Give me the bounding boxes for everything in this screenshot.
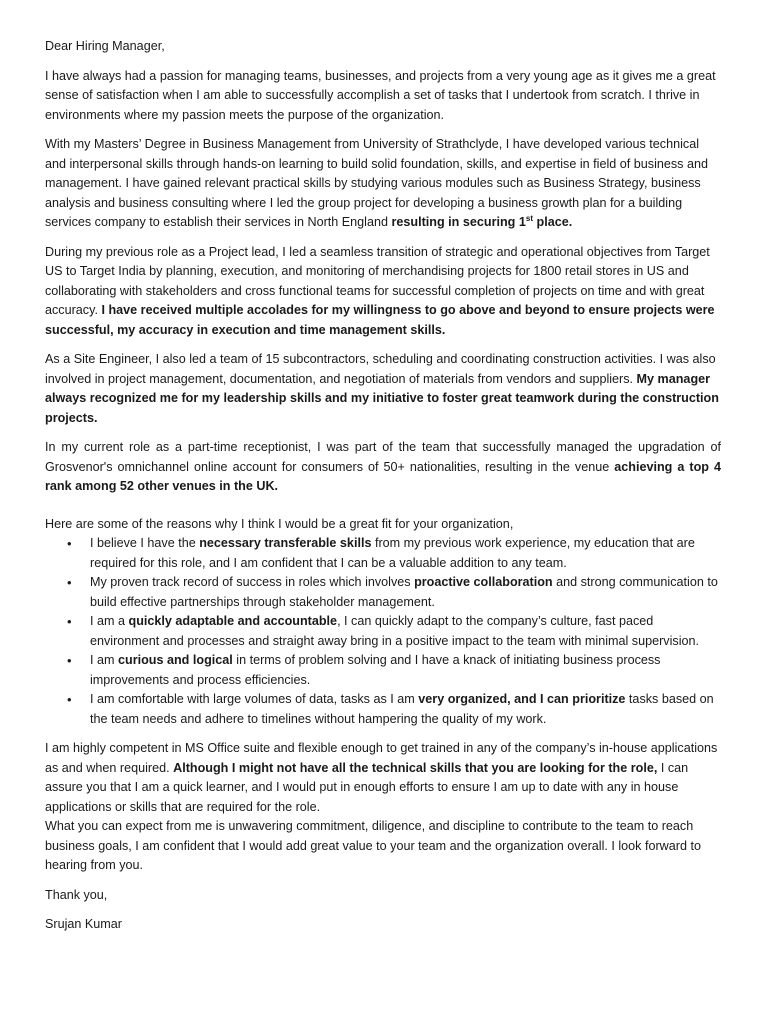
reasons-intro: Here are some of the reasons why I think I would be a great fit for your organization, (45, 516, 514, 531)
bullet-icon: • (67, 575, 72, 590)
letter-body (45, 37, 721, 935)
reason-bold: curious and logical (118, 653, 233, 667)
paragraph-ms-office-bold: Although I might not have all the technical skills that you are looking for the role, (173, 760, 658, 775)
reason-pre: I am comfortable with large volumes of data, tasks as I am (90, 692, 419, 706)
reason-bold: proactive collaboration (414, 575, 553, 589)
reason-bold: very organized, and I can prioritize (418, 692, 626, 706)
paragraph-project-lead (45, 243, 721, 341)
paragraph-ms-office (45, 739, 721, 817)
reason-post: , I can quickly adapt to the company’s culture, fast paced environment and processes and straight away bring in a positive impact to the team with minimal supervision. (90, 614, 699, 648)
reason-bold: quickly adaptable and accountable (128, 614, 338, 628)
bullet-icon: • (67, 614, 72, 629)
paragraph-commitment: What you can expect from me is unwavering commitment, diligence, and discipline to contribute to the team to reach business goals, I am confident that I would add great value to your team and the organization overall. I look forward to hearing from you. (45, 819, 701, 872)
paragraph-passion: I have always had a passion for managing teams, businesses, and projects from a very young age as it gives me a great sense of satisfaction when I am able to successfully accomplish a set of tasks that I undertook from scratch. I thrive in environments where my passion meets the purpose of the organization. (45, 68, 716, 122)
ordinal-suffix: st (525, 214, 533, 223)
reason-pre: I believe I have the (90, 536, 200, 550)
signature: Srujan Kumar (45, 917, 122, 931)
list-item (45, 573, 721, 612)
reason-post: and strong communication to build effective partnerships through stakeholder management. (90, 575, 718, 609)
paragraph-ms-office-text: I am highly competent in MS Office suite and flexible enough to get trained in any of the company’s in-house applications as and when required. (45, 741, 718, 775)
paragraph-site-engineer-bold: My manager always recognized me for my leadership skills and my initiative to foster great teamwork during the construction projects. (45, 371, 719, 425)
reason-pre: My proven track record of success in roles which involves (90, 575, 415, 589)
bullet-icon: • (67, 692, 72, 707)
reasons-list (45, 534, 721, 729)
salutation: Dear Hiring Manager, (45, 39, 165, 53)
paragraph-education-text: With my Masters’ Degree in Business Management from University of Strathclyde, I have developed various technical and interpersonal skills through hands-on learning to build solid foundation, skills, and expertise in field of business and management. I have gained relevant practical skills by studying various modules such as Business Strategy, business analysis and business consulting where I led the group project for developing a business growth plan for a building services company to establish their services in North England (45, 137, 708, 229)
bullet-icon: • (67, 536, 72, 551)
reason-pre: I am (90, 653, 118, 667)
paragraph-education-bold: resulting in securing 1 (391, 215, 526, 229)
closing: Thank you, (45, 887, 108, 902)
reason-post: in terms of problem solving and I have a knack of initiating business process improvements and process efficiencies. (90, 653, 661, 687)
paragraph-site-engineer (45, 350, 721, 428)
paragraph-receptionist (45, 438, 721, 497)
bullet-icon: • (67, 653, 72, 668)
paragraph-receptionist-bold: achieving a top 4 rank among 52 other venues in the UK. (45, 459, 721, 493)
reason-pre: I am a (90, 614, 129, 628)
reason-post: tasks based on the team needs and adhere to timelines without hampering the quality of my work. (90, 692, 714, 726)
paragraph-education (45, 135, 721, 233)
paragraph-receptionist-text: In my current role as a part-time receptionist, I was part of the team that successfully managed the upgradation of Grosvenor's omnichannel online account for consumers of 50+ nationalities, resulting in the venue (45, 440, 721, 474)
list-item (45, 612, 721, 651)
list-item (45, 651, 721, 690)
reason-bold: necessary transferable skills (199, 536, 372, 550)
paragraph-site-engineer-text: As a Site Engineer, I also led a team of 15 subcontractors, scheduling and coordinating construction activities. I was also involved in project management, documentation, and negotiation of materials from vendors and suppliers. (45, 352, 716, 386)
paragraph-project-lead-text: During my previous role as a Project lead, I led a seamless transition of strategic and operational objectives from Target US to Target India by planning, execution, and monitoring of merchandising projects for 1800 retail stores in US and collaborating with stakeholders and cross functional teams for successful completion of projects on time and with great accuracy. (45, 244, 710, 317)
reason-post: from my previous work experience, my education that are required for this role, and I am confident that I can be a valuable addition to any team. (90, 536, 695, 570)
list-item (45, 690, 721, 729)
paragraph-ms-office-post: I can assure you that I am a quick learner, and I would put in enough efforts to ensure I am up to date with any in house applications or skills that are required for the role. (45, 760, 689, 814)
paragraph-education-bold-end: place. (533, 215, 573, 229)
paragraph-project-lead-bold: I have received multiple accolades for my willingness to go above and beyond to ensure projects were successful, my accuracy in execution and time management skills. (45, 303, 715, 337)
list-item (45, 534, 721, 573)
